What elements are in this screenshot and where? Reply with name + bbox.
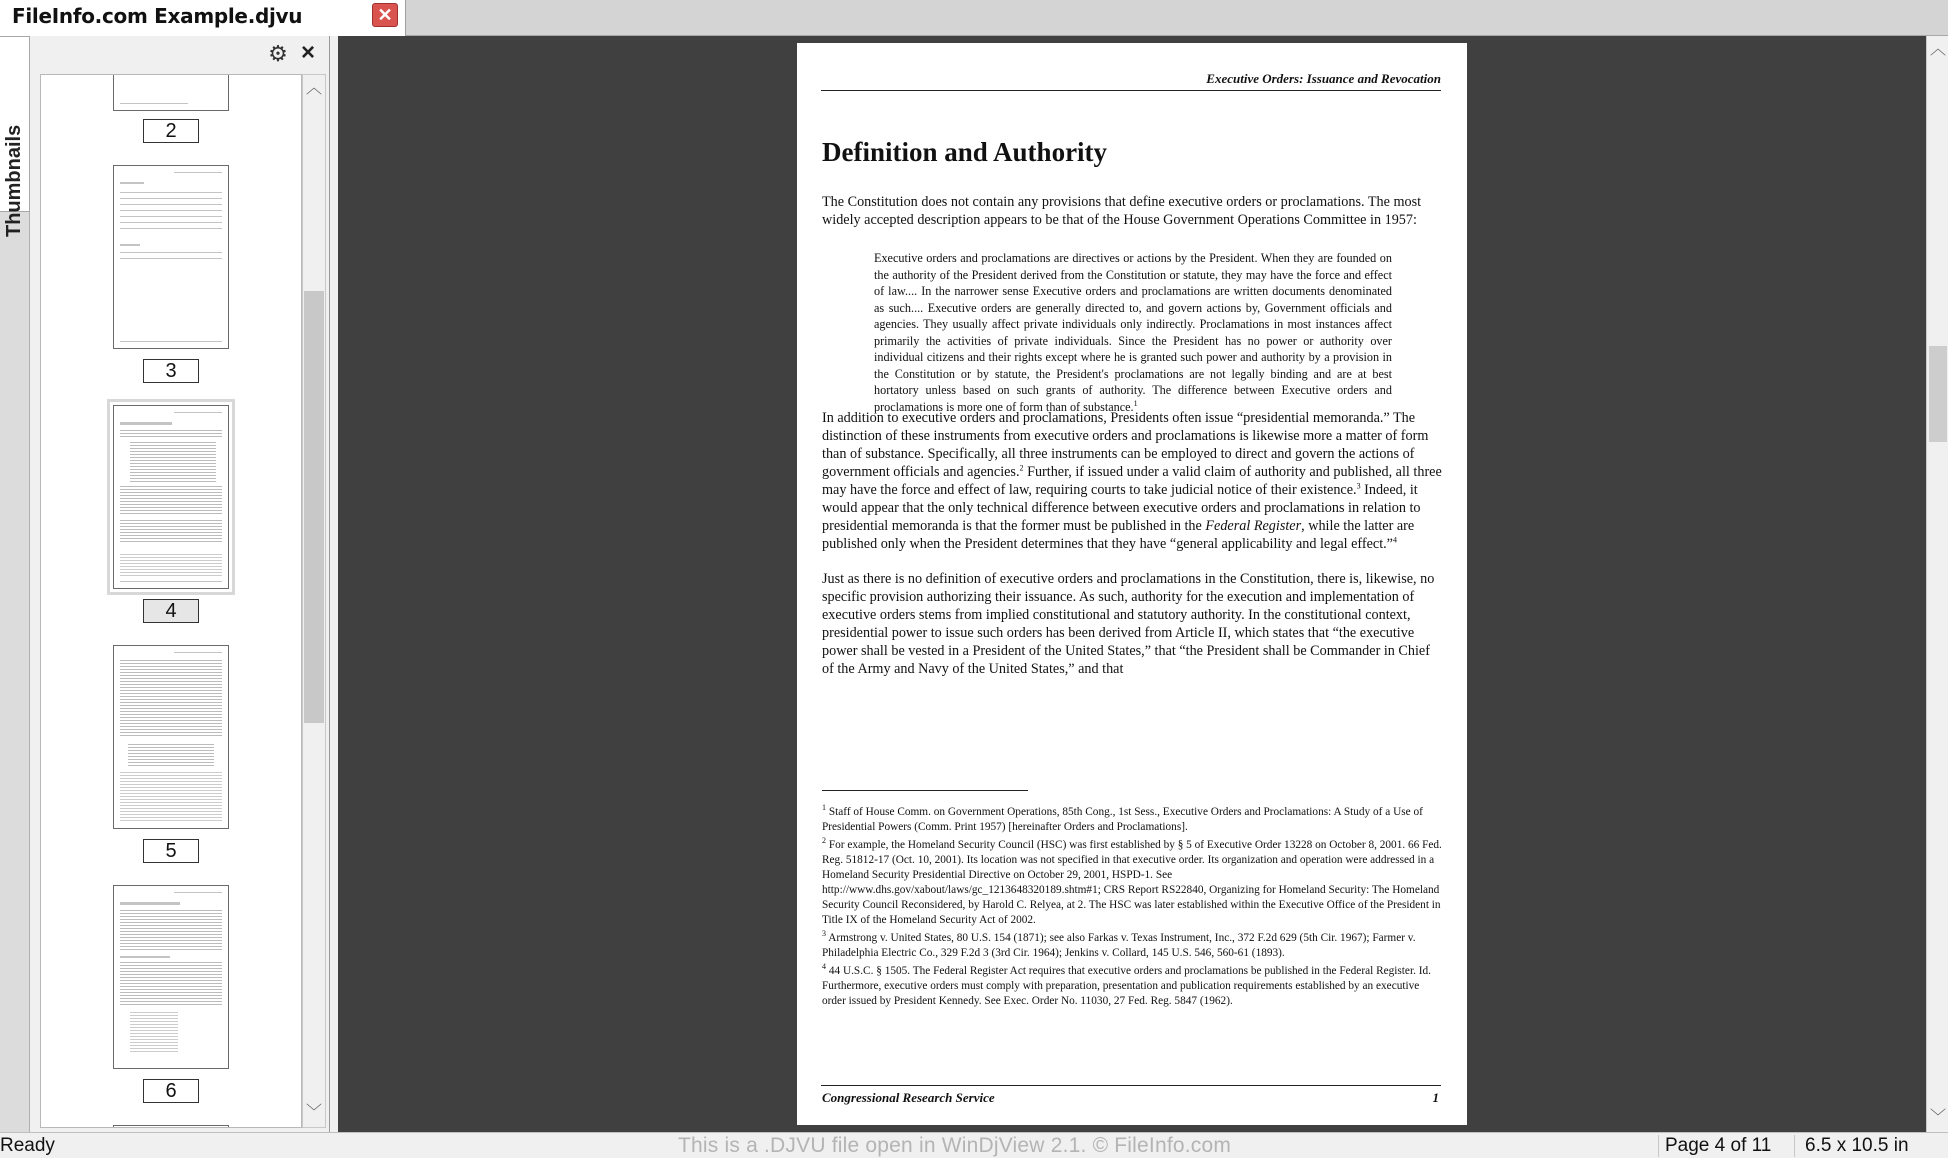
footnote-rule — [822, 790, 1028, 791]
thumbnails-side-tab-label: Thumbnails — [3, 124, 25, 237]
footer-rule — [821, 1085, 1441, 1086]
close-icon[interactable]: ✕ — [372, 3, 398, 27]
thumbnail-scrollbar[interactable] — [302, 74, 326, 1128]
thumbnail-page-6[interactable] — [113, 885, 229, 1069]
thumbnail-page-number[interactable]: 5 — [143, 839, 199, 863]
page-footer-left: Congressional Research Service — [822, 1090, 995, 1105]
running-head: Executive Orders: Issuance and Revocation — [821, 71, 1441, 91]
thumbnail-page-4[interactable] — [113, 405, 229, 589]
document-page — [797, 43, 1467, 1125]
footnote: $^1$ Staff of House Comm. on Government Operations, 85th Cong., 1st Sess., Executive Orders and Proclamations: A Study of a Use of Presidential Powers (Comm. Print 1957) [hereinafter Orders and Proclamations]. — [822, 803, 1423, 833]
thumbnails-panel — [30, 36, 330, 1132]
thumbnail-page-number[interactable]: 3 — [143, 359, 199, 383]
document-tab-title: FileInfo.com Example.djvu — [12, 4, 303, 28]
status-page-indicator: Page 4 of 11 — [1658, 1135, 1790, 1157]
document-view[interactable] — [338, 36, 1926, 1132]
footnote: $^2$ For example, the Homeland Security Council (HSC) was first established by § 5 of Executive Order 13228 on October 8, 2001. 66 Fed. Reg. 51812-17 (Oct. 10, 2001). Its location was not specified in that executive order. Its organization and operation were addressed in a Homeland Security Presidential Directive on October 29, 2001, HSPD-1. See http://www.dhs.gov/xabout/laws/gc_1213648320189.shtm#1; CRS Report RS22840, Organizing for Homeland Security: The Homeland Security Council Reconsidered, by Harold C. Relyea, at 2. The HSC was later established within the Executive Office of the President in Title IX of the Homeland Security Act of 2002. — [822, 836, 1442, 926]
paragraph-3: Just as there is no definition of executive orders and proclamations in the Constitution, there is, likewise, no specific provision authorizing their issuance. As such, authority for the execution and implementation of executive orders stems from implied constitutional and statutory authority. In the constitutional context, presidential power to issue such orders has been derived from Article II, which states that “the executive power shall be vested in a President of the United States,” that “the President shall be Commander in Chief of the Army and Navy of the United States,” and that — [822, 571, 1435, 677]
thumbnail-page-3[interactable] — [113, 165, 229, 349]
page-footer-number: 1 — [1432, 1090, 1439, 1105]
thumbnail-page-number[interactable]: 2 — [143, 119, 199, 143]
thumbnail-page-5[interactable] — [113, 645, 229, 829]
scroll-down-icon[interactable]: ﹀ — [1929, 1109, 1946, 1126]
scroll-up-icon[interactable]: ︿ — [1929, 41, 1946, 58]
thumbnail-page-number[interactable]: 6 — [143, 1079, 199, 1103]
document-tab[interactable] — [0, 0, 406, 36]
thumbnail-page-7[interactable] — [113, 1125, 229, 1128]
thumbnail-page-number[interactable]: 4 — [143, 599, 199, 623]
footnote: $^4$ 44 U.S.C. § 1505. The Federal Register Act requires that executive orders and proclamations be published in the Federal Register. Id. Furthermore, executive orders must comply with preparation, presentation and publication requirements established by an executive order issued by President Kennedy. See Exec. Order No. 11030, 27 Fed. Reg. 5847 (1962). — [822, 962, 1431, 1007]
status-bar — [0, 1132, 1948, 1157]
page-heading: Definition and Authority — [822, 137, 1108, 167]
block-quote: Executive orders and proclamations are directives or actions by the President. When they are founded on the authority of the President derived from the Constitution or statute, they may have the force and effect of law.... In the narrower sense Executive orders and proclamations are written documents denominated as such.... Executive orders are generally directed to, and govern actions by, Government officials and agencies. They usually affect private individuals only indirectly. Proclamations in most instances affect primarily the activities of private individuals. Since the President has no power or authority over individual citizens and their rights except where he is granted such power and authority by a provision in the Constitution or by statute, the President's proclamations are not legally binding and are at best hortatory unless based on such grants of authority. The difference between Executive orders and proclamations is more one of form than of substance.$^1$ — [874, 251, 1392, 414]
close-icon[interactable]: × — [300, 39, 315, 66]
footnotes — [822, 805, 1442, 1012]
thumbnails-side-tab[interactable] — [0, 36, 30, 237]
paragraph-2: In addition to executive orders and proclamations, Presidents often issue “presidential memoranda.” The distinction of these instruments from executive orders and proclamations is likewise more a matter of form than of substance. Specifically, all three instruments can be employed to direct and govern the actions of government officials and agencies.$^2$ Further, if issued under a valid claim of authority and published, all three may have the force and effect of law, requiring courts to take judicial notice of their existence.$^3$ Indeed, it would appear that the only technical difference between executive orders and proclamations in relation to presidential memoranda is that the former must be published in the Federal Register, while the latter are published only when the President determines that they have “general applicability and legal effect.”$^4$ — [822, 410, 1442, 552]
thumbnail-list — [40, 74, 302, 1128]
thumbnail-scrollbar-thumb[interactable] — [304, 291, 324, 723]
thumbnail-page-2[interactable] — [113, 74, 229, 111]
thumbnails-panel-header — [30, 36, 330, 72]
scroll-up-icon[interactable]: ︿ — [305, 80, 322, 97]
status-ready: Ready — [0, 1135, 55, 1156]
gear-icon[interactable]: ⚙ — [268, 41, 288, 66]
tab-bar — [0, 0, 1948, 36]
paragraph-1: The Constitution does not contain any provisions that define executive orders or proclamations. The most widely accepted description appears to be that of the House Government Operations Committee in 1957: — [822, 194, 1422, 228]
document-scrollbar-thumb[interactable] — [1929, 346, 1947, 442]
document-scrollbar[interactable] — [1926, 36, 1948, 1132]
footnote: $^3$ Armstrong v. United States, 80 U.S. 154 (1871); see also Farkas v. Texas Instrument, Inc., 372 F.2d 629 (5th Cir. 1967); Farmer v. Philadelphia Electric Co., 329 F.2d 3 (3rd Cir. 1964); Jenkins v. Collard, 145 U.S. 546, 560-61 (1893). — [822, 929, 1416, 959]
watermark-text: This is a .DJVU file open in WinDjView 2.1. © FileInfo.com — [678, 1134, 1232, 1157]
scroll-down-icon[interactable]: ﹀ — [305, 1104, 322, 1121]
status-page-size: 6.5 x 10.5 in — [1794, 1135, 1934, 1157]
